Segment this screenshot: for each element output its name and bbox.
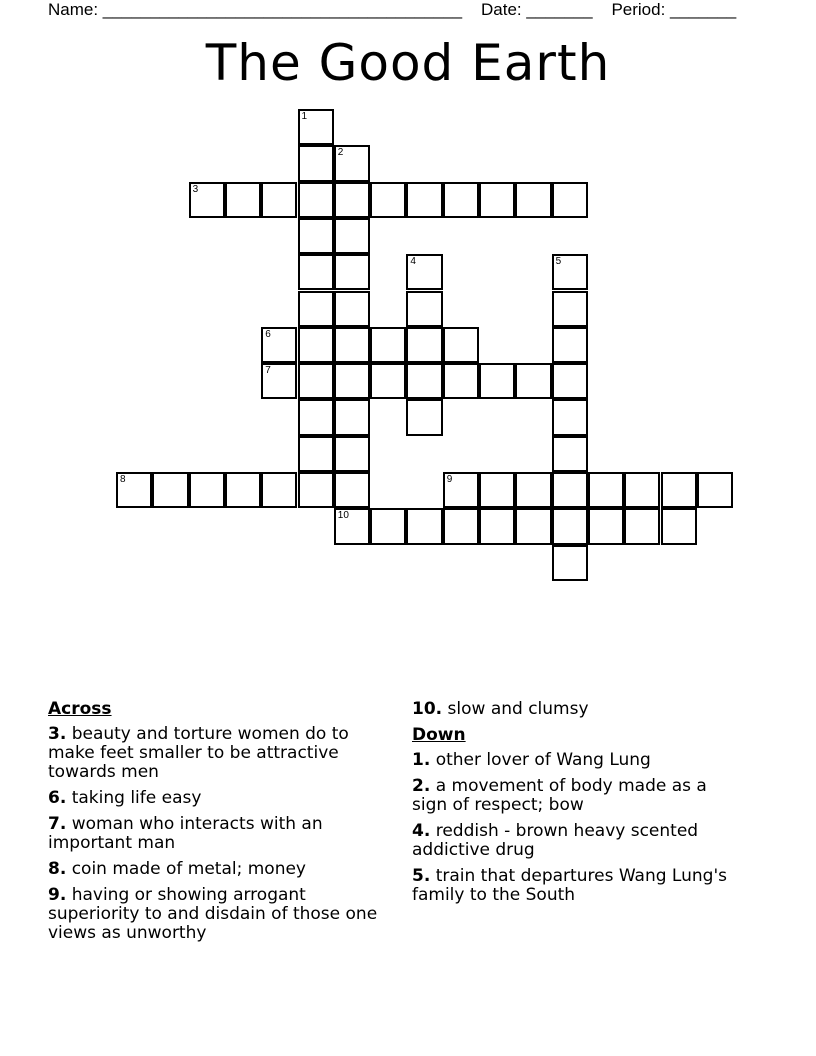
clue-number: 3. <box>48 724 67 744</box>
clue-text: woman who interacts with an important man <box>48 814 323 853</box>
grid-cell[interactable] <box>298 182 334 218</box>
grid-cell[interactable] <box>225 182 261 218</box>
grid-cell[interactable] <box>334 182 370 218</box>
grid-cell[interactable] <box>189 182 225 218</box>
clue-across-8 <box>48 860 388 879</box>
clue-text: coin made of metal; money <box>71 859 306 879</box>
grid-cell[interactable] <box>298 145 334 181</box>
grid-cell[interactable] <box>261 182 297 218</box>
clue-down-4 <box>412 822 742 860</box>
clue-number: 8. <box>48 859 67 879</box>
grid-cell[interactable] <box>261 327 297 363</box>
clue-text: a movement of body made as a sign of respect; bow <box>412 776 707 815</box>
clues-column-left <box>48 700 388 950</box>
grid-cell[interactable] <box>334 327 370 363</box>
grid-cell[interactable] <box>515 508 551 544</box>
clue-number: 4. <box>412 821 431 841</box>
grid-cell[interactable] <box>479 508 515 544</box>
grid-cell[interactable] <box>152 472 188 508</box>
page-title: The Good Earth <box>205 34 611 92</box>
cell-number: 5 <box>555 256 562 268</box>
grid-cell[interactable] <box>334 218 370 254</box>
cell-number: 8 <box>120 474 126 485</box>
grid-cell[interactable] <box>552 182 588 218</box>
clue-number: 2. <box>412 776 431 796</box>
clue-across-6 <box>48 789 388 808</box>
grid-cell[interactable] <box>298 436 334 472</box>
grid-cell[interactable] <box>552 291 588 327</box>
grid-cell[interactable] <box>225 472 261 508</box>
grid-cell[interactable] <box>298 218 334 254</box>
grid-cell[interactable] <box>479 182 515 218</box>
grid-cell[interactable] <box>334 399 370 435</box>
grid-cell[interactable] <box>334 254 370 290</box>
clue-text: slow and clumsy <box>447 699 589 719</box>
grid-cell[interactable] <box>406 363 442 399</box>
grid-cell[interactable] <box>261 363 297 399</box>
grid-cell[interactable] <box>443 472 479 508</box>
grid-cell[interactable] <box>261 472 297 508</box>
grid-cell[interactable] <box>406 182 442 218</box>
clue-text: reddish - brown heavy scented addictive drug <box>412 821 699 860</box>
clue-across-7 <box>48 815 388 853</box>
clue-text: train that departures Wang Lung's family to the South <box>412 866 727 905</box>
grid-cell[interactable] <box>334 508 370 544</box>
grid-cell[interactable] <box>370 327 406 363</box>
grid-cell[interactable] <box>406 508 442 544</box>
grid-cell[interactable] <box>370 508 406 544</box>
name-field-label[interactable]: Name: ______________________________________ <box>48 0 463 19</box>
grid-cell[interactable] <box>298 291 334 327</box>
clue-across-10 <box>412 700 742 719</box>
grid-cell[interactable] <box>479 472 515 508</box>
grid-cell[interactable] <box>334 363 370 399</box>
grid-cell[interactable] <box>298 472 334 508</box>
grid-cell[interactable] <box>479 363 515 399</box>
grid-cell[interactable] <box>515 472 551 508</box>
grid-cell[interactable] <box>116 472 152 508</box>
clue-number: 5. <box>412 866 431 886</box>
clue-number: 7. <box>48 814 67 834</box>
grid-cell[interactable] <box>189 472 225 508</box>
grid-cell[interactable] <box>661 508 697 544</box>
grid-cell[interactable] <box>552 399 588 435</box>
clue-text: having or showing arrogant superiority to and disdain of those one views as unworthy <box>48 885 378 943</box>
grid-cell[interactable] <box>334 436 370 472</box>
cell-number: 1 <box>301 111 308 122</box>
grid-cell[interactable] <box>406 327 442 363</box>
clue-text: beauty and torture women do to make feet smaller to be attractive towards men <box>48 724 349 782</box>
grid-cell[interactable] <box>406 254 442 290</box>
period-field-label[interactable]: Period: _______ <box>611 0 737 19</box>
grid-cell[interactable] <box>588 472 624 508</box>
clue-text: other lover of Wang Lung <box>435 750 651 770</box>
grid-cell[interactable] <box>298 399 334 435</box>
grid-cell[interactable] <box>298 109 334 145</box>
grid-cell[interactable] <box>334 145 370 181</box>
grid-cell[interactable] <box>334 472 370 508</box>
grid-cell[interactable] <box>552 508 588 544</box>
clue-number: 6. <box>48 788 67 808</box>
clue-down-2 <box>412 777 742 815</box>
grid-cell[interactable] <box>552 254 588 290</box>
clues-column-right <box>412 700 742 912</box>
across-heading: Across <box>48 699 112 719</box>
grid-cell[interactable] <box>334 291 370 327</box>
cell-number: 4 <box>410 256 416 268</box>
grid-cell[interactable] <box>370 182 406 218</box>
cell-number: 2 <box>337 147 344 159</box>
grid-cell[interactable] <box>406 399 442 435</box>
grid-cell[interactable] <box>588 508 624 544</box>
cell-number: 6 <box>265 328 271 340</box>
grid-cell[interactable] <box>552 327 588 363</box>
grid-cell[interactable] <box>443 182 479 218</box>
clue-down-5 <box>412 867 742 905</box>
clue-number: 1. <box>412 750 431 770</box>
clue-number: 10. <box>412 699 443 719</box>
down-heading: Down <box>412 725 466 745</box>
grid-cell[interactable] <box>443 363 479 399</box>
cell-number: 9 <box>446 474 453 485</box>
clue-number: 9. <box>48 885 67 905</box>
clue-across-3 <box>48 725 388 782</box>
clue-text: taking life easy <box>71 788 202 808</box>
grid-cell[interactable] <box>515 182 551 218</box>
grid-cell[interactable] <box>661 472 697 508</box>
grid-cell[interactable] <box>552 545 588 581</box>
grid-cell[interactable] <box>406 291 442 327</box>
grid-cell[interactable] <box>552 363 588 399</box>
grid-cell[interactable] <box>515 363 551 399</box>
clue-across-9 <box>48 886 388 943</box>
grid-cell[interactable] <box>624 472 660 508</box>
grid-cell[interactable] <box>697 472 733 508</box>
grid-cell[interactable] <box>298 254 334 290</box>
grid-cell[interactable] <box>624 508 660 544</box>
grid-cell[interactable] <box>298 363 334 399</box>
grid-cell[interactable] <box>443 327 479 363</box>
date-field-label[interactable]: Date: _______ <box>480 0 593 19</box>
grid-cell[interactable] <box>552 472 588 508</box>
cell-number: 10 <box>337 510 349 522</box>
grid-cell[interactable] <box>552 436 588 472</box>
cell-number: 3 <box>192 183 199 195</box>
grid-cell[interactable] <box>298 327 334 363</box>
cell-number: 7 <box>265 365 271 377</box>
grid-cell[interactable] <box>370 363 406 399</box>
clue-down-1 <box>412 751 742 770</box>
grid-cell[interactable] <box>443 508 479 544</box>
